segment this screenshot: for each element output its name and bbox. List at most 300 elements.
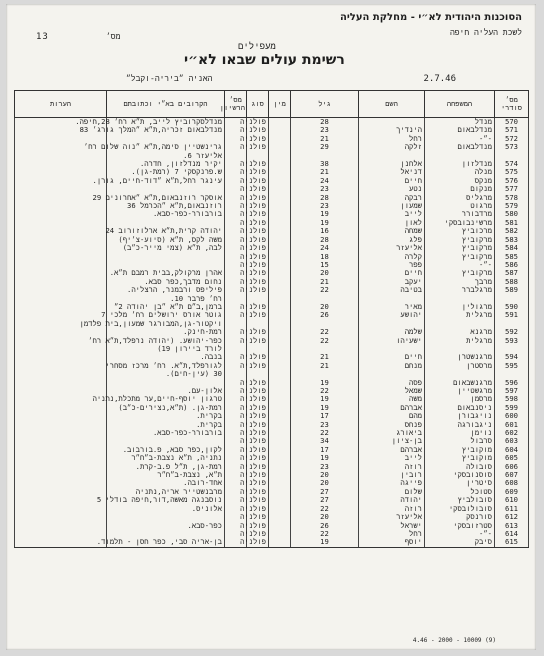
table-row — [15, 505, 529, 513]
family-name-cell: סרבול — [425, 437, 495, 445]
table-row — [15, 286, 529, 294]
family-name-cell: ניסנבאום — [425, 404, 495, 412]
age-cell: 27 — [291, 496, 359, 504]
serial-cell: 592 — [495, 328, 529, 336]
relatives-cell: אליעזר 6. — [107, 152, 225, 160]
table-row — [15, 194, 529, 202]
first-name-cell: לייב — [359, 454, 425, 462]
table-row — [15, 538, 529, 547]
origin-cell: פולניה — [247, 530, 269, 538]
notes-cell — [15, 496, 107, 504]
serial-cell: 607 — [495, 471, 529, 479]
serial-cell: 589 — [495, 286, 529, 294]
age-cell: 21 — [291, 362, 359, 370]
serial-cell: 585 — [495, 253, 529, 261]
sex-cell — [269, 253, 291, 261]
table-row — [15, 152, 529, 160]
serial-cell: 577 — [495, 185, 529, 193]
age-cell: 23 — [291, 463, 359, 471]
family-name-cell: מרקוביץ — [425, 253, 495, 261]
table-row — [15, 479, 529, 487]
table-row — [15, 320, 529, 328]
relatives-cell: מנדלסקרוביץ לייב, ת״א רח׳ 28,חיפה. — [107, 118, 225, 127]
origin-cell: פולניה — [247, 328, 269, 336]
notes-cell — [15, 219, 107, 227]
serial-cell: 574 — [495, 160, 529, 168]
origin-cell: פולניה — [247, 387, 269, 395]
relatives-cell: כפר-יהושע. (יהודה נרפלד,ת״א רח׳ — [107, 337, 225, 345]
family-name-cell: מרגלית — [425, 311, 495, 319]
sex-cell — [269, 202, 291, 210]
family-name-cell: -״- — [425, 530, 495, 538]
family-name-cell: מרגשטיין — [425, 387, 495, 395]
sex-cell — [269, 152, 291, 160]
table-row — [15, 337, 529, 345]
relatives-cell: יהודה קרית,ת״א ארלוזורוב 24 — [107, 227, 225, 235]
origin-cell: פולניה — [247, 362, 269, 370]
origin-cell: פולניה — [247, 202, 269, 210]
first-name-cell: מהם — [359, 412, 425, 420]
first-name-cell: משה — [359, 395, 425, 403]
relatives-cell: נחום מדבך,כפר סבא. — [107, 278, 225, 286]
family-name-cell: מרשינבובסקי — [425, 219, 495, 227]
sex-cell — [269, 446, 291, 454]
age-cell: 28 — [291, 236, 359, 244]
notes-cell — [15, 269, 107, 277]
serial-cell: 605 — [495, 454, 529, 462]
age-cell: 19 — [291, 538, 359, 547]
first-name-cell: רובין — [359, 471, 425, 479]
family-name-cell: מרגלית — [425, 337, 495, 345]
first-name-cell: שלום — [359, 488, 425, 496]
notes-cell — [15, 202, 107, 210]
relatives-cell — [107, 253, 225, 261]
serial-cell: 595 — [495, 362, 529, 370]
origin-cell: פולניה — [247, 522, 269, 530]
relatives-cell: גרינשטיין סימה,ת״א ״נוה שלום רח׳ — [107, 143, 225, 151]
table-row — [15, 236, 529, 244]
sex-cell — [269, 471, 291, 479]
sex-cell — [269, 496, 291, 504]
notes-cell — [15, 303, 107, 311]
table-row — [15, 253, 529, 261]
sex-cell — [269, 395, 291, 403]
arrival-date: 2.7.46 — [423, 74, 456, 84]
relatives-cell: יקיר מנדלזון, חדרה. — [107, 160, 225, 168]
relatives-cell: כפר-סבא. — [107, 522, 225, 530]
first-name-cell: שלמה — [359, 328, 425, 336]
table-row — [15, 126, 529, 134]
origin-cell: פולניה — [247, 219, 269, 227]
family-name-cell: מנדלבאום — [425, 126, 495, 134]
serial-cell: 598 — [495, 395, 529, 403]
age-cell: 26 — [291, 311, 359, 319]
serial-cell: 590 — [495, 303, 529, 311]
age-cell: 19 — [291, 454, 359, 462]
sex-cell — [269, 538, 291, 547]
serial-cell: 586 — [495, 261, 529, 269]
first-name-cell: רחל — [359, 135, 425, 143]
serial-cell: 614 — [495, 530, 529, 538]
age-cell: 21 — [291, 278, 359, 286]
origin-cell: פולניה — [247, 505, 269, 513]
first-name-cell: לאון — [359, 219, 425, 227]
age-cell: 24 — [291, 177, 359, 185]
family-name-cell: מרגליס — [425, 194, 495, 202]
notes-cell — [15, 253, 107, 261]
table-row — [15, 202, 529, 210]
first-name-cell: יהודה — [359, 496, 425, 504]
notes-cell — [15, 295, 107, 303]
age-cell: 18 — [291, 253, 359, 261]
document-sheet — [6, 4, 536, 650]
notes-cell — [15, 454, 107, 462]
first-name-cell: ישראל — [359, 522, 425, 530]
relatives-cell: בנבה. — [107, 353, 225, 361]
table-row — [15, 522, 529, 530]
age-cell: 27 — [291, 488, 359, 496]
age-cell: 26 — [291, 522, 359, 530]
first-name-cell: אליעזר — [359, 244, 425, 252]
table-row — [15, 168, 529, 176]
table-row — [15, 370, 529, 378]
col-header: הערות — [15, 91, 107, 118]
origin-cell: פולניה — [247, 143, 269, 151]
serial-cell: 580 — [495, 210, 529, 218]
col-header: גיל — [291, 91, 359, 118]
family-name-cell: סובולביץ — [425, 496, 495, 504]
age-cell: 28 — [291, 194, 359, 202]
age-cell: 20 — [291, 269, 359, 277]
family-name-cell: -״- — [425, 135, 495, 143]
relatives-cell: ת״א, נצבת-ב״ח״ר — [107, 471, 225, 479]
sex-cell — [269, 210, 291, 218]
relatives-cell: אלוניס. — [107, 505, 225, 513]
sex-cell — [269, 530, 291, 538]
origin-cell: פולניה — [247, 496, 269, 504]
sex-cell — [269, 353, 291, 361]
sex-cell — [269, 370, 291, 378]
notes-cell — [15, 437, 107, 445]
relatives-cell: משה לקס, ת״א (סיוע-צ׳יף) — [107, 236, 225, 244]
table-row — [15, 412, 529, 420]
first-name-cell: פלג — [359, 236, 425, 244]
sex-cell — [269, 126, 291, 134]
age-cell: 34 — [291, 437, 359, 445]
origin-cell: פולניה — [247, 227, 269, 235]
family-name-cell: מרקוביץ — [425, 269, 495, 277]
family-name-cell: מרסמן — [425, 395, 495, 403]
family-name-cell: מנקס — [425, 177, 495, 185]
origin-cell: פולניה — [247, 479, 269, 487]
table-row — [15, 303, 529, 311]
serial-cell: 610 — [495, 496, 529, 504]
age-cell: 17 — [291, 446, 359, 454]
table-row — [15, 362, 529, 370]
table-row — [15, 244, 529, 252]
origin-cell: פולניה — [247, 236, 269, 244]
serial-cell: 581 — [495, 219, 529, 227]
serial-cell: 600 — [495, 412, 529, 420]
first-name-cell: בטיבה — [359, 286, 425, 294]
notes-cell — [15, 345, 107, 353]
serial-cell: 583 — [495, 236, 529, 244]
sex-cell — [269, 345, 291, 353]
first-name-cell: יוסף — [359, 538, 425, 547]
origin-cell: פולניה — [247, 437, 269, 445]
age-cell: 19 — [291, 210, 359, 218]
notes-cell — [15, 160, 107, 168]
relatives-cell: עינגר רחל,ת״א ״דוד-חיים, גורן. — [107, 177, 225, 185]
sex-cell — [269, 236, 291, 244]
serial-cell: 572 — [495, 135, 529, 143]
first-name-cell: רבקה — [359, 194, 425, 202]
serial-cell: 570 — [495, 118, 529, 127]
age-cell: 20 — [291, 479, 359, 487]
table-row — [15, 219, 529, 227]
sex-cell — [269, 303, 291, 311]
serial-cell: 613 — [495, 522, 529, 530]
origin-cell: פולניה — [247, 210, 269, 218]
table-row — [15, 278, 529, 286]
relatives-cell: ש.פרנקסקי 7 (רמת-גן). — [107, 168, 225, 176]
serial-cell: 609 — [495, 488, 529, 496]
family-name-cell: מוקוביץ — [425, 454, 495, 462]
origin-cell: פולניה — [247, 429, 269, 437]
serial-cell: 594 — [495, 353, 529, 361]
first-name-cell: יהושע — [359, 311, 425, 319]
sex-cell — [269, 219, 291, 227]
first-name-cell: פייגה — [359, 479, 425, 487]
origin-cell: פולניה — [247, 253, 269, 261]
sex-cell — [269, 269, 291, 277]
origin-cell: פולניה — [247, 177, 269, 185]
relatives-cell: בקרית. — [107, 412, 225, 420]
relatives-cell: בורבורר-כפר-סבא. — [107, 429, 225, 437]
table-row — [15, 295, 529, 303]
origin-cell: פולניה — [247, 168, 269, 176]
family-name-cell: מרגנשבאום — [425, 379, 495, 387]
sex-cell — [269, 261, 291, 269]
age-cell: 22 — [291, 505, 359, 513]
age-cell: 22 — [291, 286, 359, 294]
first-name-cell: חיים — [359, 269, 425, 277]
serial-cell: 611 — [495, 505, 529, 513]
origin-cell: פולניה — [247, 311, 269, 319]
first-name-cell: בן-ציון — [359, 437, 425, 445]
family-name-cell: מנדלזון — [425, 160, 495, 168]
page-label: מס׳ — [106, 32, 121, 41]
table-row — [15, 345, 529, 353]
age-cell: 21 — [291, 353, 359, 361]
document-tag: מעפילים — [238, 42, 276, 52]
notes-cell — [15, 278, 107, 286]
table-row — [15, 160, 529, 168]
age-cell: 22 — [291, 429, 359, 437]
serial-cell: 588 — [495, 278, 529, 286]
relatives-cell: רמת-גן. (ת״א,נצירים-כ״ב) — [107, 404, 225, 412]
origin-cell: פולניה — [247, 454, 269, 462]
origin-cell: פולניה — [247, 463, 269, 471]
sex-cell — [269, 463, 291, 471]
table-row — [15, 379, 529, 387]
age-cell: 21 — [291, 168, 359, 176]
age-cell: 19 — [291, 379, 359, 387]
relatives-cell: בן-אריה סבי, כפר חסן - תלמוד. — [107, 538, 225, 547]
first-name-cell: אליעזר — [359, 513, 425, 521]
print-footnote: 4.46 - 2000 - 10009 (9) — [412, 637, 496, 644]
family-name-cell: מנדלבאום — [425, 143, 495, 151]
notes-cell — [15, 370, 107, 378]
first-name-cell: אברהם — [359, 404, 425, 412]
first-name-cell: ישעיהו — [359, 337, 425, 345]
age-cell: 20 — [291, 303, 359, 311]
sex-cell — [269, 429, 291, 437]
sex-cell — [269, 185, 291, 193]
first-name-cell: הינדיך — [359, 126, 425, 134]
ship-info: האניה ״ביריה-וקבל״ — [126, 74, 213, 83]
serial-cell: 576 — [495, 177, 529, 185]
sex-cell — [269, 118, 291, 127]
sex-cell — [269, 337, 291, 345]
sex-cell — [269, 479, 291, 487]
family-name-cell: סיטרין — [425, 479, 495, 487]
notes-cell — [15, 505, 107, 513]
family-name-cell: סטרזובסקי — [425, 522, 495, 530]
origin-cell: פולניה — [247, 471, 269, 479]
table-row — [15, 227, 529, 235]
origin-cell: פולניה — [247, 135, 269, 143]
relatives-cell: גוטר אורס ירושלים רח׳ מלכי 7 — [107, 311, 225, 319]
origin-cell: פולניה — [247, 303, 269, 311]
sex-cell — [269, 412, 291, 420]
sex-cell — [269, 488, 291, 496]
origin-cell: פולניה — [247, 446, 269, 454]
sex-cell — [269, 194, 291, 202]
notes-cell — [15, 471, 107, 479]
sex-cell — [269, 295, 291, 303]
table-row — [15, 261, 529, 269]
col-header: השם — [359, 91, 425, 118]
origin-cell: פולניה — [247, 412, 269, 420]
age-cell: 19 — [291, 219, 359, 227]
serial-cell: 573 — [495, 143, 529, 151]
origin-cell: פולניה — [247, 118, 269, 127]
notes-cell — [15, 412, 107, 420]
age-cell: 24 — [291, 244, 359, 252]
serial-cell: 596 — [495, 379, 529, 387]
table-row — [15, 513, 529, 521]
notes-cell — [15, 530, 107, 538]
serial-cell: 603 — [495, 437, 529, 445]
family-name-cell: מנדל — [425, 118, 495, 127]
family-name-cell: מרגנשטרן — [425, 353, 495, 361]
family-name-cell: מרכוביץ — [425, 227, 495, 235]
age-cell: 16 — [291, 227, 359, 235]
notes-cell — [15, 244, 107, 252]
sex-cell — [269, 143, 291, 151]
serial-cell: 601 — [495, 421, 529, 429]
family-name-cell: סוסנובסקי — [425, 471, 495, 479]
relatives-cell: פיליפס ורבמנר, הרצליה. — [107, 286, 225, 294]
col-header: סוג — [247, 91, 269, 118]
serial-cell: 584 — [495, 244, 529, 252]
origin-cell: פולניה — [247, 194, 269, 202]
family-name-cell: סובולה — [425, 463, 495, 471]
origin-cell: פולניה — [247, 488, 269, 496]
table-row — [15, 530, 529, 538]
page-number: 13 — [36, 32, 49, 42]
relatives-cell: אוסקר רוזנבאום,ת״א ״אחרונים 29 — [107, 194, 225, 202]
first-name-cell: שמאל — [359, 387, 425, 395]
col-header: הקרובים בא״י וכתובתם — [107, 91, 225, 118]
table-row — [15, 395, 529, 403]
table-row — [15, 143, 529, 151]
first-name-cell: יעקב — [359, 278, 425, 286]
relatives-cell: מנדלבאום זכריה,ת״א ״המלך גורג׳ 83 — [107, 126, 225, 134]
age-cell: 15 — [291, 261, 359, 269]
notes-cell — [15, 479, 107, 487]
origin-cell: פולניה — [247, 269, 269, 277]
family-name-cell: סיבק — [425, 538, 495, 547]
first-name-cell: פסה — [359, 379, 425, 387]
first-name-cell: שמחה — [359, 227, 425, 235]
table-row — [15, 404, 529, 412]
first-name-cell: ביאורג — [359, 429, 425, 437]
serial-cell: 606 — [495, 463, 529, 471]
serial-cell: 602 — [495, 429, 529, 437]
family-name-cell: מרגנא — [425, 328, 495, 336]
first-name-cell: לייב — [359, 210, 425, 218]
relatives-cell: ויקטור-גן,המבורגר שמעון,בית פלדמן — [107, 320, 225, 328]
origin-cell: פולניה — [247, 337, 269, 345]
family-name-cell: -״- — [425, 261, 495, 269]
family-name-cell: מרסטרן — [425, 362, 495, 370]
sex-cell — [269, 177, 291, 185]
family-name-cell: ניגבורגה — [425, 421, 495, 429]
sex-cell — [269, 404, 291, 412]
notes-cell — [15, 353, 107, 361]
sex-cell — [269, 513, 291, 521]
table-row — [15, 177, 529, 185]
origin-cell: פולניה — [247, 278, 269, 286]
notes-cell — [15, 404, 107, 412]
first-name-cell: שמעון — [359, 202, 425, 210]
notes-cell — [15, 261, 107, 269]
table-row — [15, 437, 529, 445]
agency-header: הסוכנות היהודית לא״י - מחלקת העליה — [339, 12, 522, 23]
relatives-cell: לורד ביירון 19) — [107, 345, 225, 353]
age-cell: 22 — [291, 337, 359, 345]
origin-cell: פולניה — [247, 513, 269, 521]
origin-cell: פולניה — [247, 379, 269, 387]
relatives-cell: אחד-רובה. — [107, 479, 225, 487]
office-subtitle: לשכת העליה חיפה — [449, 28, 522, 37]
origin-cell: פולניה — [247, 160, 269, 168]
family-name-cell: מרגולין — [425, 303, 495, 311]
sex-cell — [269, 437, 291, 445]
first-name-cell: זלקה — [359, 143, 425, 151]
age-cell: 28 — [291, 118, 359, 127]
table-row — [15, 446, 529, 454]
serial-cell: 593 — [495, 337, 529, 345]
first-name-cell: אלחנן — [359, 160, 425, 168]
age-cell: 23 — [291, 202, 359, 210]
table-row — [15, 463, 529, 471]
table-header-row — [15, 91, 529, 118]
relatives-cell: נתניה, ת״א נצבת-ב״ח״ר — [107, 454, 225, 462]
sex-cell — [269, 311, 291, 319]
